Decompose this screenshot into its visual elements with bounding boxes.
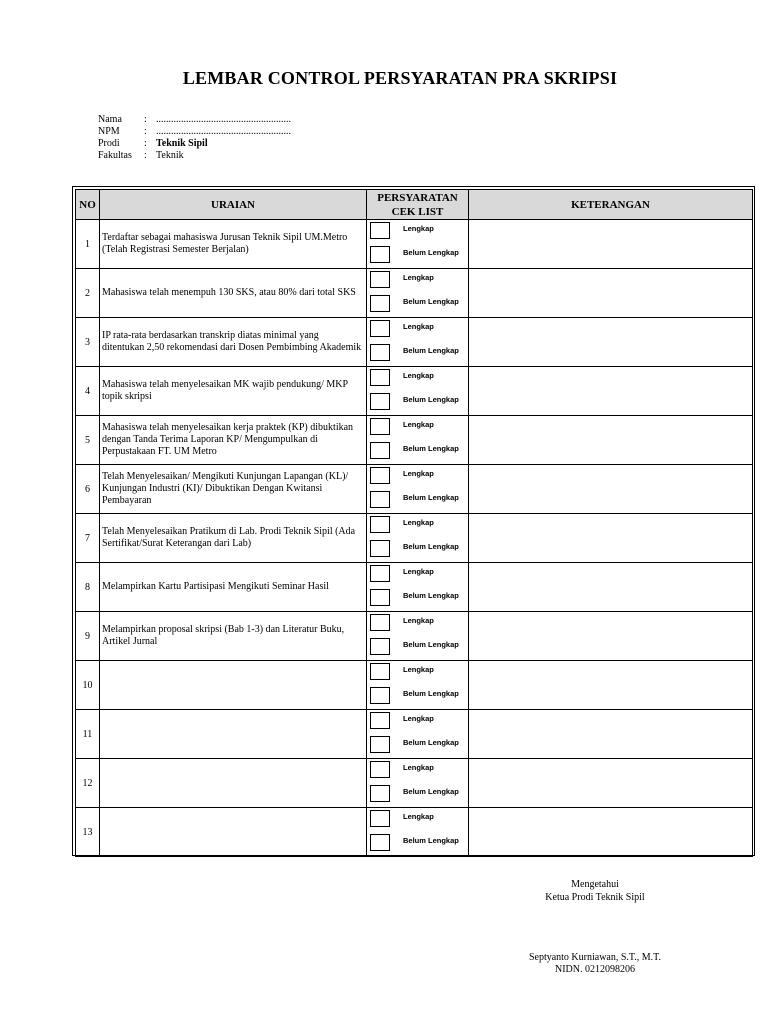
checkbox-belum-lengkap[interactable] bbox=[370, 834, 390, 851]
row-description: Mahasiswa telah menyelesaikan kerja praktek (KP) dibuktikan dengan Tanda Terima Laporan KP/ Mengumpulkan di Perpustakaan FT. UM Metro bbox=[100, 416, 367, 465]
checkbox-lengkap[interactable] bbox=[370, 614, 390, 631]
row-number: 11 bbox=[76, 710, 100, 759]
checkbox-belum-lengkap[interactable] bbox=[370, 344, 390, 361]
header-persyaratan-line2: CEK LIST bbox=[391, 205, 444, 218]
table-row bbox=[76, 612, 753, 661]
row-notes[interactable] bbox=[469, 367, 753, 416]
checkbox-lengkap-label: Lengkap bbox=[403, 371, 434, 380]
row-description bbox=[100, 759, 367, 808]
row-notes[interactable] bbox=[469, 710, 753, 759]
row-notes[interactable] bbox=[469, 318, 753, 367]
row-number: 1 bbox=[76, 220, 100, 269]
checkbox-belum-lengkap-label: Belum Lengkap bbox=[403, 738, 459, 747]
row-description: Telah Menyelesaikan Pratikum di Lab. Prodi Teknik Sipil (Ada Sertifikat/Surat Keterangan dari Lab) bbox=[100, 514, 367, 563]
checkbox-belum-lengkap[interactable] bbox=[370, 295, 390, 312]
row-number: 9 bbox=[76, 612, 100, 661]
table-row bbox=[76, 563, 753, 612]
row-notes[interactable] bbox=[469, 563, 753, 612]
row-number: 2 bbox=[76, 269, 100, 318]
table-row bbox=[76, 318, 753, 367]
row-checklist bbox=[367, 318, 469, 367]
row-notes[interactable] bbox=[469, 661, 753, 710]
requirements-table-frame bbox=[72, 186, 755, 856]
table-row bbox=[76, 367, 753, 416]
identity-colon: : bbox=[144, 138, 147, 149]
checkbox-lengkap[interactable] bbox=[370, 271, 390, 288]
checkbox-lengkap-label: Lengkap bbox=[403, 812, 434, 821]
checkbox-lengkap[interactable] bbox=[370, 418, 390, 435]
table-row bbox=[76, 710, 753, 759]
row-notes[interactable] bbox=[469, 465, 753, 514]
checkbox-lengkap[interactable] bbox=[370, 761, 390, 778]
checkbox-lengkap-label: Lengkap bbox=[403, 420, 434, 429]
row-notes[interactable] bbox=[469, 759, 753, 808]
row-notes[interactable] bbox=[469, 269, 753, 318]
row-number: 5 bbox=[76, 416, 100, 465]
checkbox-belum-lengkap-label: Belum Lengkap bbox=[403, 689, 459, 698]
header-no: NO bbox=[76, 190, 100, 220]
header-keterangan: KETERANGAN bbox=[469, 190, 753, 220]
checkbox-belum-lengkap-label: Belum Lengkap bbox=[403, 542, 459, 551]
row-checklist bbox=[367, 220, 469, 269]
identity-label: Fakultas bbox=[98, 150, 132, 161]
row-description: Mahasiswa telah menyelesaikan MK wajib pendukung/ MKP topik skripsi bbox=[100, 367, 367, 416]
row-checklist bbox=[367, 759, 469, 808]
table-row bbox=[76, 465, 753, 514]
identity-row bbox=[98, 126, 291, 138]
row-checklist bbox=[367, 367, 469, 416]
row-notes[interactable] bbox=[469, 416, 753, 465]
row-number: 13 bbox=[76, 808, 100, 857]
row-description: Telah Menyelesaikan/ Mengikuti Kunjungan Lapangan (KL)/ Kunjungan Industri (KI)/ Dibuktikan Dengan Kwitansi Pembayaran bbox=[100, 465, 367, 514]
row-description: Melampirkan Kartu Partisipasi Mengikuti Seminar Hasil bbox=[100, 563, 367, 612]
row-notes[interactable] bbox=[469, 808, 753, 857]
identity-value: ...................................................... bbox=[156, 114, 291, 125]
row-checklist bbox=[367, 269, 469, 318]
checkbox-belum-lengkap[interactable] bbox=[370, 540, 390, 557]
row-number: 12 bbox=[76, 759, 100, 808]
row-checklist bbox=[367, 710, 469, 759]
row-number: 7 bbox=[76, 514, 100, 563]
checkbox-lengkap[interactable] bbox=[370, 467, 390, 484]
table-row bbox=[76, 416, 753, 465]
checkbox-lengkap[interactable] bbox=[370, 663, 390, 680]
checkbox-lengkap[interactable] bbox=[370, 369, 390, 386]
checkbox-lengkap-label: Lengkap bbox=[403, 714, 434, 723]
checkbox-belum-lengkap[interactable] bbox=[370, 785, 390, 802]
checkbox-lengkap[interactable] bbox=[370, 516, 390, 533]
page-title: LEMBAR CONTROL PERSYARATAN PRA SKRIPSI bbox=[182, 68, 618, 88]
checkbox-lengkap[interactable] bbox=[370, 565, 390, 582]
identity-value: Teknik Sipil bbox=[156, 138, 208, 149]
identity-colon: : bbox=[144, 126, 147, 137]
signer-nidn: NIDN. 0212098206 bbox=[555, 964, 635, 975]
row-checklist bbox=[367, 563, 469, 612]
checkbox-belum-lengkap[interactable] bbox=[370, 589, 390, 606]
checkbox-belum-lengkap-label: Belum Lengkap bbox=[403, 836, 459, 845]
row-description bbox=[100, 661, 367, 710]
row-number: 3 bbox=[76, 318, 100, 367]
row-description: Mahasiswa telah menempuh 130 SKS, atau 80% dari total SKS bbox=[100, 269, 367, 318]
checkbox-belum-lengkap-label: Belum Lengkap bbox=[403, 297, 459, 306]
checkbox-lengkap-label: Lengkap bbox=[403, 469, 434, 478]
checkbox-lengkap-label: Lengkap bbox=[403, 224, 434, 233]
checkbox-belum-lengkap-label: Belum Lengkap bbox=[403, 248, 459, 257]
checkbox-belum-lengkap-label: Belum Lengkap bbox=[403, 591, 459, 600]
checkbox-lengkap-label: Lengkap bbox=[403, 273, 434, 282]
row-checklist bbox=[367, 416, 469, 465]
row-checklist bbox=[367, 465, 469, 514]
identity-row bbox=[98, 138, 291, 150]
row-notes[interactable] bbox=[469, 612, 753, 661]
checkbox-belum-lengkap[interactable] bbox=[370, 442, 390, 459]
identity-block bbox=[98, 114, 291, 162]
header-uraian: URAIAN bbox=[100, 190, 367, 220]
checkbox-lengkap-label: Lengkap bbox=[403, 616, 434, 625]
header-persyaratan bbox=[367, 190, 469, 220]
row-description: Terdaftar sebagai mahasiswa Jurusan Teknik Sipil UM.Metro (Telah Registrasi Semester Berjalan) bbox=[100, 220, 367, 269]
checkbox-belum-lengkap[interactable] bbox=[370, 736, 390, 753]
row-number: 8 bbox=[76, 563, 100, 612]
identity-colon: : bbox=[144, 114, 147, 125]
row-checklist bbox=[367, 514, 469, 563]
checkbox-lengkap-label: Lengkap bbox=[403, 322, 434, 331]
checkbox-lengkap-label: Lengkap bbox=[403, 665, 434, 674]
checkbox-belum-lengkap[interactable] bbox=[370, 491, 390, 508]
signer-name: Septyanto Kurniawan, S.T., M.T. bbox=[528, 952, 662, 963]
checkbox-lengkap[interactable] bbox=[370, 222, 390, 239]
row-description bbox=[100, 808, 367, 857]
identity-label: Prodi bbox=[98, 138, 120, 149]
row-notes[interactable] bbox=[469, 514, 753, 563]
table-header-row bbox=[76, 190, 753, 220]
identity-row bbox=[98, 114, 291, 126]
header-persyaratan-line1: PERSYARATAN bbox=[377, 191, 458, 204]
table-row bbox=[76, 269, 753, 318]
checkbox-belum-lengkap[interactable] bbox=[370, 638, 390, 655]
table-row bbox=[76, 514, 753, 563]
row-number: 10 bbox=[76, 661, 100, 710]
signer-role: Ketua Prodi Teknik Sipil bbox=[545, 892, 645, 903]
table-row bbox=[76, 220, 753, 269]
row-notes[interactable] bbox=[469, 220, 753, 269]
checkbox-lengkap[interactable] bbox=[370, 320, 390, 337]
row-number: 6 bbox=[76, 465, 100, 514]
checkbox-lengkap[interactable] bbox=[370, 810, 390, 827]
checkbox-belum-lengkap-label: Belum Lengkap bbox=[403, 787, 459, 796]
acknowledged-label: Mengetahui bbox=[571, 879, 619, 890]
row-checklist bbox=[367, 661, 469, 710]
row-description: IP rata-rata berdasarkan transkrip diatas minimal yang ditentukan 2,50 rekomendasi dari Dosen Pembimbing Akademik bbox=[100, 318, 367, 367]
identity-label: Nama bbox=[98, 114, 122, 125]
checkbox-belum-lengkap-label: Belum Lengkap bbox=[403, 346, 459, 355]
identity-value: ...................................................... bbox=[156, 126, 291, 137]
checkbox-lengkap-label: Lengkap bbox=[403, 567, 434, 576]
checkbox-belum-lengkap-label: Belum Lengkap bbox=[403, 395, 459, 404]
checkbox-belum-lengkap-label: Belum Lengkap bbox=[403, 444, 459, 453]
requirements-table bbox=[75, 189, 753, 857]
row-description: Melampirkan proposal skripsi (Bab 1-3) dan Literatur Buku, Artikel Jurnal bbox=[100, 612, 367, 661]
row-number: 4 bbox=[76, 367, 100, 416]
checkbox-lengkap-label: Lengkap bbox=[403, 518, 434, 527]
identity-value: Teknik bbox=[156, 150, 184, 161]
checkbox-lengkap-label: Lengkap bbox=[403, 763, 434, 772]
checkbox-belum-lengkap[interactable] bbox=[370, 687, 390, 704]
row-checklist bbox=[367, 612, 469, 661]
identity-label: NPM bbox=[98, 126, 120, 137]
checkbox-belum-lengkap[interactable] bbox=[370, 246, 390, 263]
checkbox-belum-lengkap-label: Belum Lengkap bbox=[403, 640, 459, 649]
table-row bbox=[76, 759, 753, 808]
row-checklist bbox=[367, 808, 469, 857]
checkbox-belum-lengkap-label: Belum Lengkap bbox=[403, 493, 459, 502]
table-row bbox=[76, 808, 753, 857]
table-row bbox=[76, 661, 753, 710]
identity-row bbox=[98, 150, 291, 162]
identity-colon: : bbox=[144, 150, 147, 161]
checkbox-lengkap[interactable] bbox=[370, 712, 390, 729]
checkbox-belum-lengkap[interactable] bbox=[370, 393, 390, 410]
row-description bbox=[100, 710, 367, 759]
